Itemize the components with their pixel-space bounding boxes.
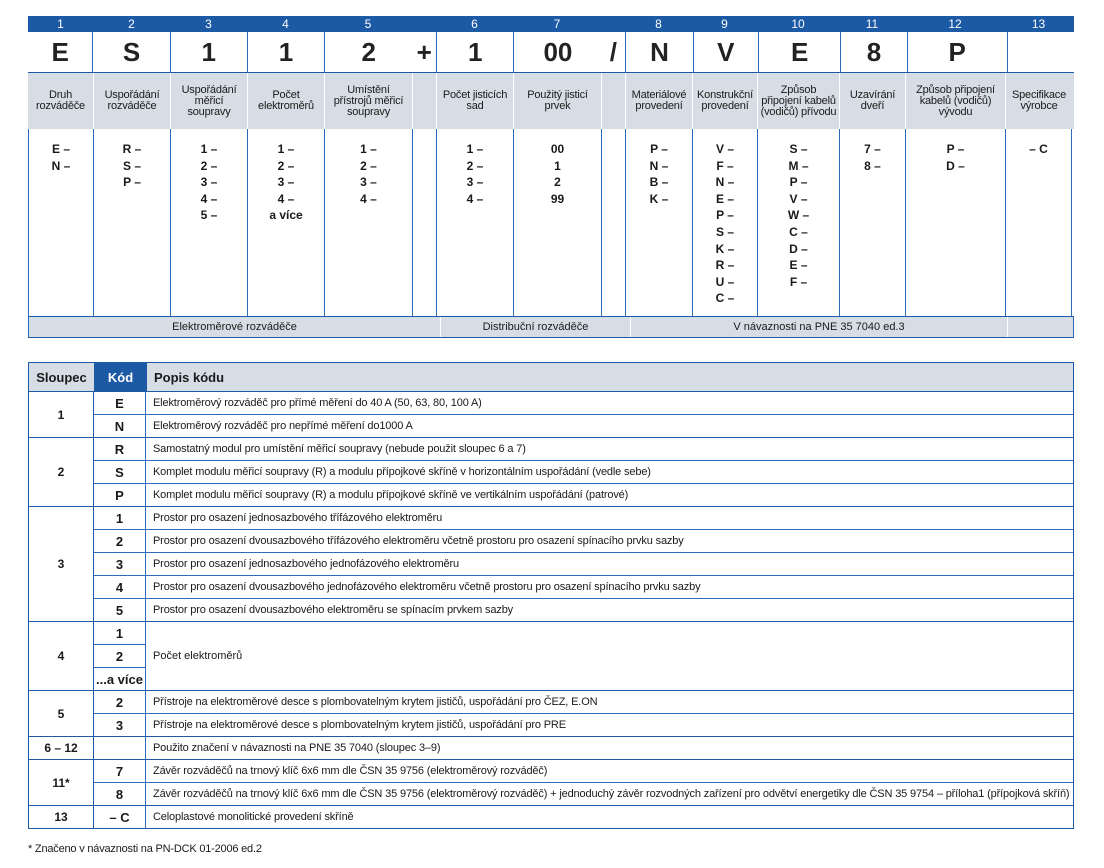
sloupec-cell: 2 [29, 438, 94, 506]
code-cell-11: 8 [840, 32, 906, 72]
column-number-5: 5 [364, 17, 372, 31]
code-cell-4: 1 [247, 32, 324, 72]
kod-cell: 7 [94, 760, 146, 782]
popis-cell: Prostor pro osazení dvousazbového třífázového elektroměru včetně prostoru pro osazení spínacího prvku sazby [153, 535, 684, 547]
column-number-4: 4 [282, 17, 289, 31]
code-values-11: 7 – 8 – [839, 129, 905, 316]
code-cell-2: S [92, 32, 169, 72]
popis-cell: Komplet modulu měřicí soupravy (R) a modulu přípojkové skříně ve vertikálním uspořádání (patrové) [153, 489, 629, 501]
kod-cell: E [94, 392, 146, 414]
code-cell-10: E [758, 32, 840, 72]
table-row [94, 713, 1073, 736]
table-row [94, 737, 1073, 759]
kod-cell: 3 [94, 714, 146, 736]
code-cell-5: 2 [324, 32, 412, 72]
popis-cell: Elektroměrový rozváděč pro nepřímé měření do1000 A [153, 420, 413, 432]
column-number-row [28, 16, 1074, 32]
table-row [94, 414, 1073, 437]
column-number-11: 11 [865, 17, 879, 31]
table-row [94, 691, 1073, 713]
kod-cell: N [94, 415, 146, 437]
footnote: * Značeno v návaznosti na PN-DCK 01-2006 ed.2 [28, 843, 262, 855]
popis-cell: Komplet modulu měřicí soupravy (R) a modulu přípojkové skříně v horizontálním uspořádání (vedle sebe) [153, 466, 651, 478]
column-header-row [28, 73, 1074, 129]
slash-separator: / [609, 36, 618, 67]
popis-cell: Samostatný modul pro umístění měřicí soupravy (nebude použit sloupec 6 a 7) [153, 443, 526, 455]
kod-cell: 5 [94, 599, 146, 621]
popis-cell: Použito značení v návaznosti na PNE 35 7040 (sloupec 3–9) [153, 742, 441, 754]
kod-cell: 2 [94, 530, 146, 552]
description-group [29, 622, 1073, 691]
values-spacer [601, 129, 625, 316]
kod-cell: ...a více [94, 667, 145, 690]
code-values-4: 1 – 2 – 3 – 4 – a více [247, 129, 324, 316]
table-row [94, 529, 1073, 552]
kod-cell: 2 [94, 644, 145, 667]
description-body [29, 392, 1073, 828]
group-empty [1007, 317, 1074, 337]
table-row [94, 438, 1073, 460]
code-cell-8: N [625, 32, 692, 72]
kod-cell: S [94, 461, 146, 483]
code-values-1: E – N – [28, 129, 93, 316]
plus-separator: + [416, 36, 432, 67]
kod-cell: – C [94, 806, 146, 828]
column-number-6: 6 [471, 17, 478, 31]
column-header-12: Způsob připojení kabelů (vodičů) vývodu [905, 73, 1005, 129]
column-number-9: 9 [721, 17, 728, 31]
sloupec-cell: 4 [29, 622, 94, 690]
popis-cell: Počet elektroměrů [153, 650, 243, 662]
sloupec-cell: 5 [29, 691, 94, 736]
values-spacer [412, 129, 436, 316]
column-number-1: 1 [57, 17, 64, 31]
column-header-6: Počet jisticích sad [436, 73, 513, 129]
popis-cell: Prostor pro osazení dvousazbového elektroměru se spínacím prvkem sazby [153, 604, 514, 616]
code-values-row [28, 129, 1074, 317]
table-row [94, 460, 1073, 483]
description-group [29, 507, 1073, 622]
popis-cell: Prostor pro osazení jednosazbového jednofázového elektroměru [153, 558, 459, 570]
description-group [29, 806, 1073, 828]
popis-cell: Celoplastové monolitické provedení skříně [153, 811, 354, 823]
code-description-table [28, 362, 1074, 829]
table-row [94, 392, 1073, 414]
header-sloupec: Sloupec [36, 369, 87, 385]
popis-cell: Prostor pro osazení dvousazbového jednofázového elektroměru včetně prostoru pro osazení spínacího prvku sazby [153, 581, 701, 593]
column-header-7: Použitý jisticí prvek [513, 73, 601, 129]
description-group [29, 392, 1073, 438]
code-cell-1: E [51, 36, 69, 67]
description-group [29, 760, 1073, 806]
sloupec-cell: 3 [29, 507, 94, 621]
header-spacer [412, 73, 436, 129]
table-row [94, 575, 1073, 598]
group-distribucni: Distribuční rozváděče [440, 317, 630, 337]
group-label-row [28, 317, 1074, 338]
code-values-6: 1 – 2 – 3 – 4 – [436, 129, 513, 316]
column-number-12: 12 [948, 17, 962, 31]
kod-cell: 1 [94, 507, 146, 529]
code-values-7: 00 1 2 99 [513, 129, 601, 316]
column-number-13: 13 [1031, 17, 1046, 31]
kod-cell: R [94, 438, 146, 460]
table-row [94, 552, 1073, 575]
sloupec-cell: 1 [29, 392, 94, 437]
column-header-3: Uspořádání měřicí soupravy [170, 73, 247, 129]
column-number-spacer [412, 16, 436, 32]
description-group [29, 438, 1073, 507]
column-header-8: Materiálové provedení [625, 73, 692, 129]
popis-cell: Přístroje na elektroměrové desce s plombovatelným krytem jističů, uspořádání pro ČEZ, E.ON [153, 696, 598, 708]
header-popis: Popis kódu [154, 369, 225, 385]
column-header-2: Uspořádání rozváděče [93, 73, 170, 129]
table-row [94, 806, 1073, 828]
description-group [29, 691, 1073, 737]
code-cell-6: 1 [436, 32, 513, 72]
header-spacer [601, 73, 625, 129]
kod-cell: 1 [115, 625, 124, 641]
code-cell-9: V [693, 32, 758, 72]
sloupec-cell: 13 [29, 806, 94, 828]
code-values-12: P – D – [905, 129, 1005, 316]
code-values-2: R – S – P – [93, 129, 170, 316]
group-navaznost: V návaznosti na PNE 35 7040 ed.3 [630, 317, 1007, 337]
code-cell-7: 00 [513, 32, 601, 72]
code-cell-12: P [907, 32, 1007, 72]
kod-cell: 2 [94, 691, 146, 713]
kod-cell: P [94, 484, 146, 506]
code-cell-13 [1007, 32, 1074, 72]
description-group [29, 737, 1073, 760]
code-values-8: P – N – B – K – [625, 129, 692, 316]
popis-cell: Elektroměrový rozváděč pro přímé měření do 40 A (50, 63, 80, 100 A) [153, 397, 482, 409]
popis-cell: Prostor pro osazení jednosazbového třífázového elektroměru [153, 512, 443, 524]
code-cell-3: 1 [170, 32, 247, 72]
code-values-9: V – F – N – E – P – S – K – R – U – C – [692, 129, 757, 316]
kod-cell [94, 737, 146, 759]
column-header-13: Specifikace výrobce [1005, 73, 1072, 129]
column-number-3: 3 [205, 17, 212, 31]
column-header-5: Umístění přístrojů měřicí soupravy [324, 73, 412, 129]
code-values-3: 1 – 2 – 3 – 4 – 5 – [170, 129, 247, 316]
column-number-10: 10 [791, 17, 805, 31]
column-number-2: 2 [128, 17, 135, 31]
column-number-spacer [601, 16, 625, 32]
table-row [94, 598, 1073, 621]
popis-cell: Závěr rozváděčů na trnový klíč 6x6 mm dle ČSN 35 9756 (elektroměrový rozváděč) [153, 765, 548, 777]
group-elektromerove: Elektroměrové rozváděče [28, 317, 440, 337]
description-header [29, 363, 1073, 392]
code-values-13: – C [1005, 129, 1072, 316]
popis-cell: Přístroje na elektroměrové desce s plombovatelným krytem jističů, uspořádání pro PRE [153, 719, 566, 731]
kod-cell: 4 [94, 576, 146, 598]
kod-cell: 3 [94, 553, 146, 575]
column-header-11: Uzavírání dveří [839, 73, 905, 129]
table-row [94, 782, 1073, 805]
column-header-10: Způsob připojení kabelů (vodičů) přívodu [757, 73, 839, 129]
column-header-1: Druh rozváděče [36, 89, 85, 112]
kod-cell: 8 [94, 783, 146, 805]
code-values-10: S – M – P – V – W – C – D – E – F – [757, 129, 839, 316]
sloupec-cell: 6 – 12 [29, 737, 94, 759]
popis-cell: Závěr rozváděčů na trnový klíč 6x6 mm dle ČSN 35 9756 (elektroměrový rozváděč) + jednoduchý závěr rozvodných zařízení pro odvětví energetiky dle ČSN 35 9754 – příloha1 (přípojková skříň) [153, 788, 1070, 800]
column-header-4: Počet elektroměrů [247, 73, 324, 129]
code-structure-table [28, 16, 1074, 338]
code-row [28, 32, 1074, 73]
table-row [94, 483, 1073, 506]
column-number-7: 7 [553, 17, 561, 31]
column-number-8: 8 [655, 17, 662, 31]
code-values-5: 1 – 2 – 3 – 4 – [324, 129, 412, 316]
sloupec-cell: 11* [29, 760, 94, 805]
table-row [94, 760, 1073, 782]
table-row [94, 507, 1073, 529]
header-kod: Kód [94, 363, 147, 391]
column-header-9: Konstrukční provedení [692, 73, 757, 129]
